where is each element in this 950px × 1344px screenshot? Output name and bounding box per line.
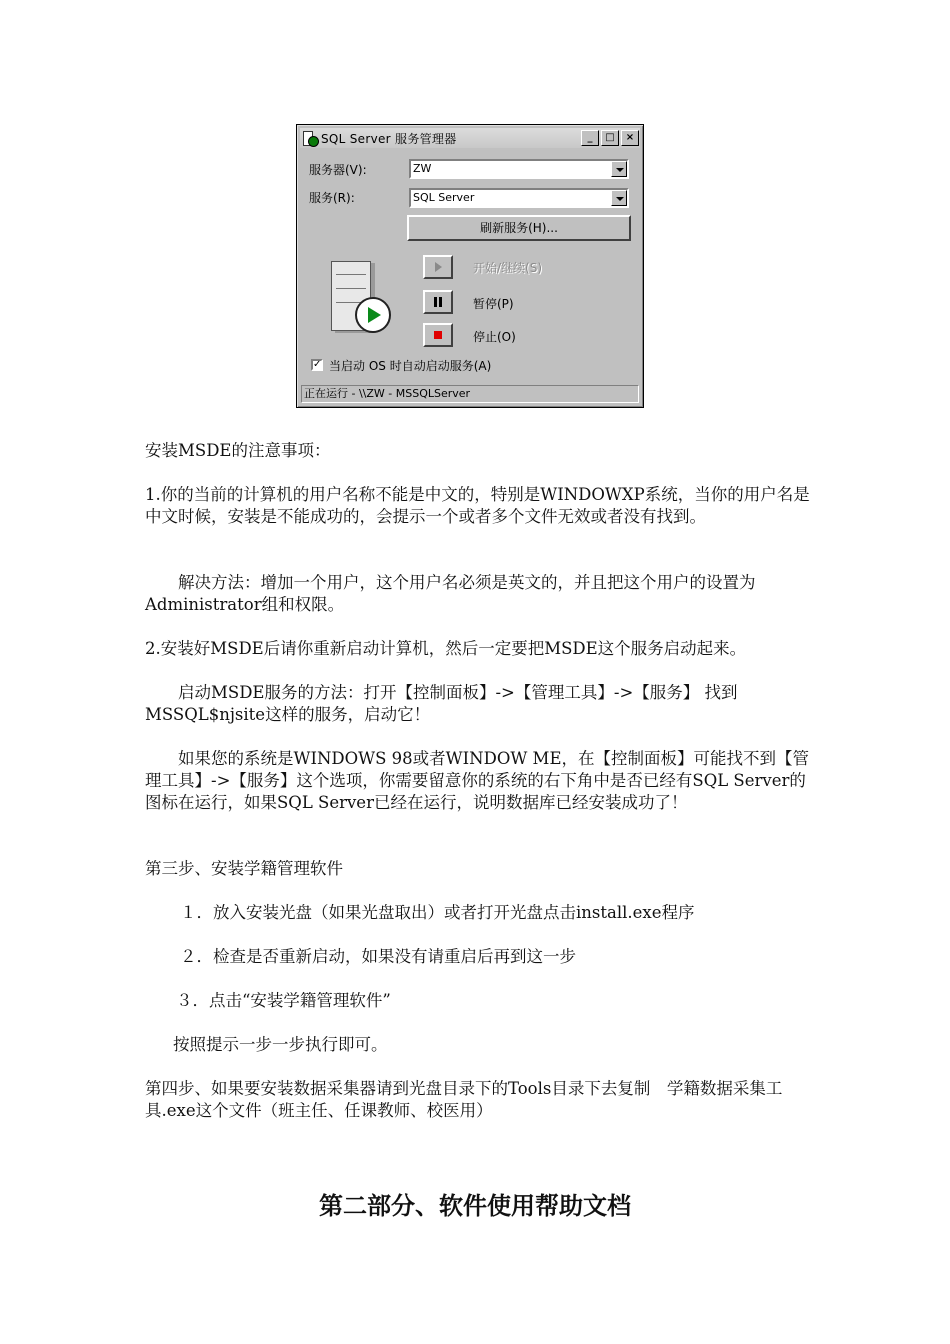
note-item-1: 1.你的当前的计算机的用户名称不能是中文的，特别是WINDOWXP系统，当你的用户名是中文时候，安装是不能成功的，会提示一个或者多个文件无效或者没有找到。 — [145, 485, 810, 526]
status-bar — [301, 385, 639, 403]
chevron-down-icon[interactable] — [611, 161, 627, 177]
server-label: 服务器(V): — [309, 163, 367, 177]
step3-item-2: ２．检查是否重新启动，如果没有请重启后再到这一步 — [180, 947, 576, 966]
server-select-value: ZW — [413, 162, 432, 175]
service-label: 服务(R): — [309, 191, 355, 205]
autostart-label: 当启动 OS 时自动启动服务(A) — [329, 359, 492, 373]
notes-heading: 安装MSDE的注意事项： — [145, 441, 331, 460]
stop-icon — [425, 325, 451, 345]
step3-item-3: ３．点击“安装学籍管理软件” — [176, 991, 391, 1010]
sql-server-app-icon — [302, 130, 318, 146]
running-play-icon — [355, 297, 391, 333]
note-item-2-method: 启动MSDE服务的方法：打开【控制面板】->【管理工具】->【服务】 找到MSSQL$njsite这样的服务，启动它！ — [145, 683, 738, 724]
close-button[interactable]: × — [621, 130, 639, 146]
step4-text: 第四步、如果要安装数据采集器请到光盘目录下的Tools目录下去复制 学籍数据采集工具.exe这个文件（班主任、任课教师、校医用） — [145, 1079, 783, 1120]
start-label: 开始/继续(S) — [473, 261, 543, 275]
note-item-2: 2.安装好MSDE后请你重新启动计算机，然后一定要把MSDE这个服务启动起来。 — [145, 639, 747, 658]
start-button[interactable] — [423, 255, 453, 279]
chevron-down-icon[interactable] — [611, 190, 627, 206]
note-item-1-solution: 解决方法：增加一个用户，这个用户名必须是英文的，并且把这个用户的设置为Administrator组和权限。 — [145, 573, 756, 614]
pause-icon — [425, 292, 451, 312]
window-title: SQL Server 服务管理器 — [321, 131, 457, 146]
refresh-services-button[interactable]: 刷新服务(H)... — [407, 215, 631, 241]
status-text: 正在运行 - \\ZW - MSSQLServer — [304, 387, 471, 400]
note-item-2-win98: 如果您的系统是WINDOWS 98或者WINDOW ME，在【控制面板】可能找不到【管理工具】->【服务】这个选项，你需要留意你的系统的右下角中是否已经有SQL Server的图标在运行，如果SQL Server已经在运行，说明数据库已经安装成功了！ — [145, 749, 809, 812]
step3-title: 第三步、安装学籍管理软件 — [145, 859, 343, 878]
step3-item-1: １．放入安装光盘（如果光盘取出）或者打开光盘点击install.exe程序 — [180, 903, 695, 922]
server-status-graphic — [327, 261, 397, 341]
service-select[interactable] — [409, 188, 629, 208]
autostart-checkbox[interactable]: ✓ — [313, 359, 322, 370]
minimize-button[interactable]: _ — [581, 130, 599, 146]
section-title: 第二部分、软件使用帮助文档 — [319, 1192, 631, 1220]
sql-server-service-manager-window — [296, 124, 644, 408]
play-icon — [425, 257, 451, 277]
pause-button[interactable] — [423, 290, 453, 314]
title-bar — [300, 128, 640, 148]
step3-follow: 按照提示一步一步执行即可。 — [173, 1035, 388, 1054]
server-select[interactable] — [409, 159, 629, 179]
pause-label: 暂停(P) — [473, 297, 514, 311]
service-select-value: SQL Server — [413, 191, 475, 204]
maximize-button[interactable]: □ — [601, 130, 619, 146]
stop-label: 停止(O) — [473, 330, 516, 344]
stop-button[interactable] — [423, 323, 453, 347]
